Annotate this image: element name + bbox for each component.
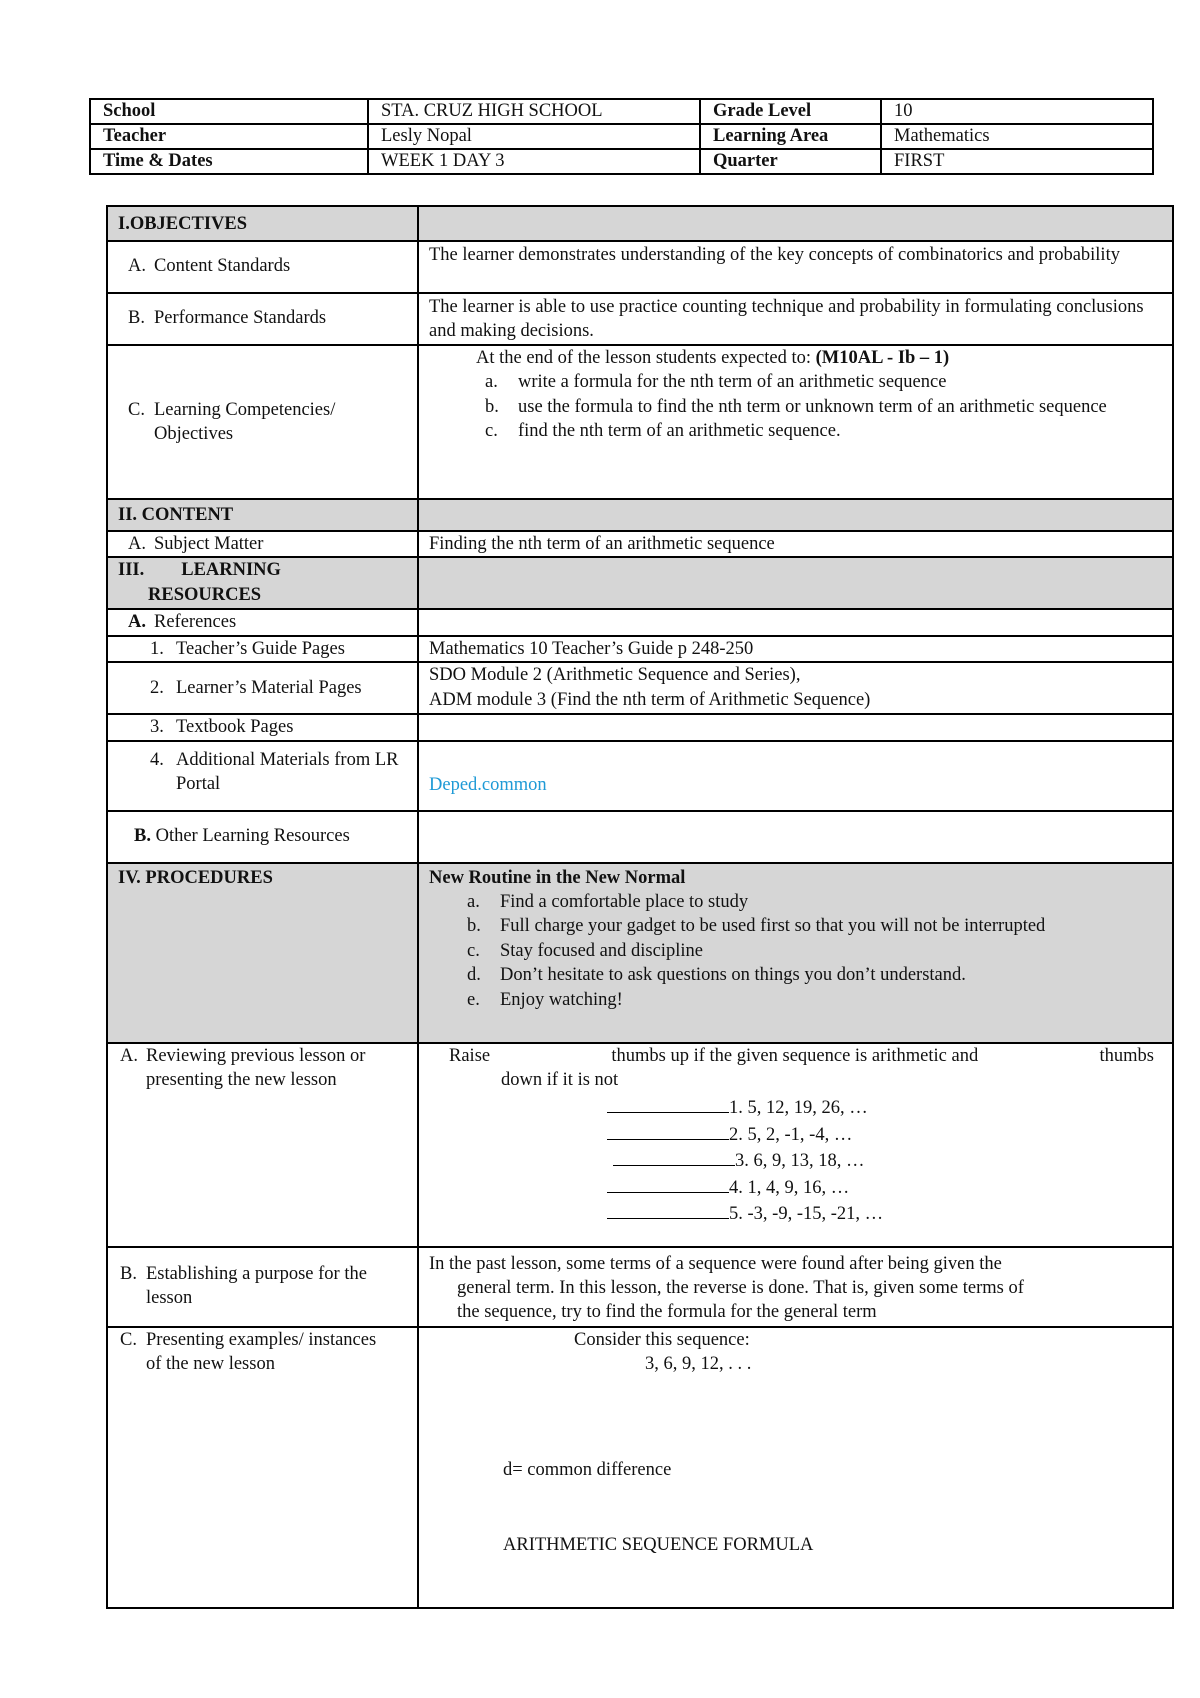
review-text-1: thumbs up if the given sequence is arithmetic and — [611, 1045, 979, 1066]
purpose-row — [107, 1247, 1173, 1327]
resources-heading-cell — [107, 557, 418, 609]
empty-cell — [418, 557, 1173, 609]
teachers-guide-row — [107, 636, 1173, 662]
routine-item-text: Stay focused and discipline — [500, 940, 703, 961]
teachers-guide-marker: 1. — [150, 638, 164, 659]
learners-material-value-2: ADM module 3 (Find the nth term of Arithmetic Sequence) — [429, 689, 871, 710]
routine-title: New Routine in the New Normal — [429, 867, 686, 888]
answer-blank — [607, 1174, 729, 1193]
sequence-item — [607, 1174, 1172, 1200]
review-thumbs: thumbs — [1099, 1045, 1154, 1066]
teachers-guide-label: Teacher’s Guide Pages — [176, 638, 345, 659]
content-standards-label-cell — [107, 241, 418, 293]
review-raise: Raise — [449, 1045, 491, 1066]
consider-text: Consider this sequence: — [574, 1329, 750, 1350]
additional-materials-label: Additional Materials from LR Portal — [176, 749, 399, 795]
purpose-text-1: In the past lesson, some terms of a sequence were found after being given the — [429, 1253, 1002, 1274]
answer-blank — [607, 1094, 729, 1113]
content-standards-row — [107, 241, 1173, 293]
competencies-label: Learning Competencies/ Objectives — [154, 399, 336, 444]
routine-cell — [418, 863, 1173, 1043]
other-resources-row — [107, 811, 1173, 863]
sequence-text: 4. 1, 4, 9, 16, … — [729, 1177, 850, 1198]
example-sequence: 3, 6, 9, 12, . . . — [645, 1354, 752, 1375]
review-label-cell — [107, 1043, 418, 1247]
sequence-text: 5. -3, -9, -15, -21, … — [729, 1204, 884, 1225]
learners-material-row — [107, 662, 1173, 714]
empty-cell — [418, 609, 1173, 635]
teachers-guide-value: Mathematics 10 Teacher’s Guide p 248-250 — [418, 636, 1173, 662]
routine-item-marker: e. — [467, 989, 480, 1010]
routine-item-marker: a. — [467, 892, 480, 913]
examples-label-cell — [107, 1327, 418, 1608]
teacher-label: Teacher — [90, 124, 368, 149]
competency-item — [485, 370, 1172, 394]
competency-item-text: write a formula for the nth term of an arithmetic sequence — [518, 372, 947, 393]
learners-material-label-cell — [107, 662, 418, 714]
empty-cell — [418, 714, 1173, 740]
performance-standards-marker: B. — [128, 308, 145, 328]
quarter-value: FIRST — [881, 149, 1153, 174]
routine-item-text: Enjoy watching! — [500, 989, 623, 1010]
teachers-guide-label-cell — [107, 636, 418, 662]
answer-blank — [607, 1200, 729, 1219]
competencies-row — [107, 345, 1173, 499]
objectives-heading-row — [107, 206, 1173, 241]
purpose-text-3: the sequence, try to find the formula for the general term — [457, 1302, 877, 1323]
textbook-label: Textbook Pages — [176, 717, 294, 738]
additional-materials-cell — [418, 741, 1173, 811]
competencies-label-cell — [107, 345, 418, 499]
performance-standards-row — [107, 293, 1173, 345]
references-marker: A. — [128, 612, 146, 633]
routine-item — [467, 939, 1172, 963]
routine-item — [467, 914, 1172, 938]
routine-item — [467, 963, 1172, 987]
empty-cell — [418, 206, 1173, 241]
textbook-row — [107, 714, 1173, 740]
purpose-marker: B. — [120, 1263, 137, 1284]
empty-cell — [418, 499, 1173, 531]
routine-item-text: Don’t hesitate to ask questions on things you don’t understand. — [500, 965, 966, 986]
competency-item-text: use the formula to find the nth term or unknown term of an arithmetic sequence — [518, 396, 1107, 417]
header-row — [90, 124, 1153, 149]
review-marker: A. — [120, 1045, 138, 1066]
examples-label: Presenting examples/ instances of the new lesson — [146, 1329, 377, 1375]
routine-item — [467, 988, 1172, 1012]
competencies-cell — [418, 345, 1173, 499]
header-row — [90, 99, 1153, 124]
purpose-cell — [418, 1247, 1173, 1327]
resources-heading-line2: RESOURCES — [148, 584, 262, 605]
competencies-marker: C. — [128, 399, 145, 420]
additional-materials-label-cell — [107, 741, 418, 811]
subject-matter-label-cell — [107, 531, 418, 557]
sequence-text: 1. 5, 12, 19, 26, … — [729, 1098, 868, 1119]
sequence-item — [607, 1147, 1172, 1173]
procedures-heading-row — [107, 863, 1173, 1043]
lesson-plan-table — [106, 205, 1174, 1609]
school-label: School — [90, 99, 368, 124]
other-resources-marker: B. — [134, 826, 151, 847]
learners-material-label: Learner’s Material Pages — [176, 678, 362, 699]
empty-cell — [418, 811, 1173, 863]
sequence-item — [607, 1094, 1172, 1120]
additional-materials-marker: 4. — [150, 749, 164, 770]
review-text-2: down if it is not — [501, 1070, 619, 1091]
learners-material-marker: 2. — [150, 678, 164, 699]
references-label: References — [154, 612, 237, 633]
examples-cell — [418, 1327, 1173, 1608]
procedures-heading: IV. PROCEDURES — [107, 863, 418, 1043]
resources-heading-line1: III. LEARNING — [118, 560, 281, 581]
routine-item — [467, 890, 1172, 914]
grade-value: 10 — [881, 99, 1153, 124]
content-standards-marker: A. — [128, 256, 146, 276]
sequence-text: 2. 5, 2, -1, -4, … — [729, 1124, 853, 1145]
purpose-text-2: general term. In this lesson, the reverse is done. That is, given some terms of — [457, 1278, 1024, 1299]
competencies-intro: At the end of the lesson students expected to: — [476, 348, 816, 368]
examples-marker: C. — [120, 1329, 137, 1350]
other-resources-label: Other Learning Resources — [155, 826, 350, 847]
subject-matter-marker: A. — [128, 534, 146, 554]
competency-item-marker: b. — [485, 396, 499, 417]
quarter-label: Quarter — [700, 149, 881, 174]
area-label: Learning Area — [700, 124, 881, 149]
examples-row — [107, 1327, 1173, 1608]
performance-standards-text: The learner is able to use practice counting technique and probability in formulating conclusions and making decisions. — [418, 293, 1173, 345]
references-label-cell — [107, 609, 418, 635]
grade-label: Grade Level — [700, 99, 881, 124]
content-standards-label: Content Standards — [154, 256, 291, 276]
textbook-label-cell — [107, 714, 418, 740]
review-cell — [418, 1043, 1173, 1247]
content-heading-row — [107, 499, 1173, 531]
competency-item-marker: a. — [485, 372, 498, 393]
other-resources-label-cell — [107, 811, 418, 863]
formula-title: ARITHMETIC SEQUENCE FORMULA — [503, 1534, 814, 1555]
competency-item-text: find the nth term of an arithmetic sequence. — [518, 421, 841, 442]
sequence-item — [607, 1200, 1172, 1226]
objectives-heading: I.OBJECTIVES — [107, 206, 418, 241]
learners-material-value-1: SDO Module 2 (Arithmetic Sequence and Series), — [429, 665, 801, 686]
teacher-value: Lesly Nopal — [368, 124, 700, 149]
subject-matter-text: Finding the nth term of an arithmetic sequence — [418, 531, 1173, 557]
competency-code: (M10AL - Ib – 1) — [815, 348, 950, 368]
header-row — [90, 149, 1153, 174]
purpose-label-cell — [107, 1247, 418, 1327]
school-value: STA. CRUZ HIGH SCHOOL — [368, 99, 700, 124]
routine-item-text: Find a comfortable place to study — [500, 892, 749, 913]
performance-standards-label: Performance Standards — [154, 308, 327, 328]
routine-item-marker: b. — [467, 916, 481, 937]
routine-item-marker: d. — [467, 965, 481, 986]
review-label: Reviewing previous lesson or presenting the new lesson — [146, 1045, 366, 1091]
answer-blank — [607, 1121, 729, 1140]
textbook-marker: 3. — [150, 717, 164, 738]
additional-materials-row — [107, 741, 1173, 811]
routine-item-marker: c. — [467, 940, 480, 961]
subject-matter-label: Subject Matter — [154, 534, 264, 554]
subject-matter-row — [107, 531, 1173, 557]
content-standards-text: The learner demonstrates understanding of the key concepts of combinatorics and probability — [418, 241, 1173, 293]
sequence-item — [607, 1121, 1172, 1147]
routine-item-text: Full charge your gadget to be used first so that you will not be interrupted — [500, 916, 1046, 937]
answer-blank — [613, 1147, 735, 1166]
deped-common-link[interactable]: Deped.common — [429, 774, 547, 795]
time-value: WEEK 1 DAY 3 — [368, 149, 700, 174]
time-label: Time & Dates — [90, 149, 368, 174]
review-row — [107, 1043, 1173, 1247]
content-heading: II. CONTENT — [107, 499, 418, 531]
performance-standards-label-cell — [107, 293, 418, 345]
purpose-label: Establishing a purpose for the lesson — [146, 1263, 367, 1309]
competency-item-marker: c. — [485, 421, 498, 442]
references-row — [107, 609, 1173, 635]
header-table — [89, 98, 1154, 175]
common-difference-text: d= common difference — [503, 1460, 672, 1481]
competency-item — [485, 419, 1172, 443]
area-value: Mathematics — [881, 124, 1153, 149]
resources-heading-row — [107, 557, 1173, 609]
learners-material-cell — [418, 662, 1173, 714]
sequence-text: 3. 6, 9, 13, 18, … — [735, 1151, 865, 1172]
competency-item — [485, 395, 1172, 419]
